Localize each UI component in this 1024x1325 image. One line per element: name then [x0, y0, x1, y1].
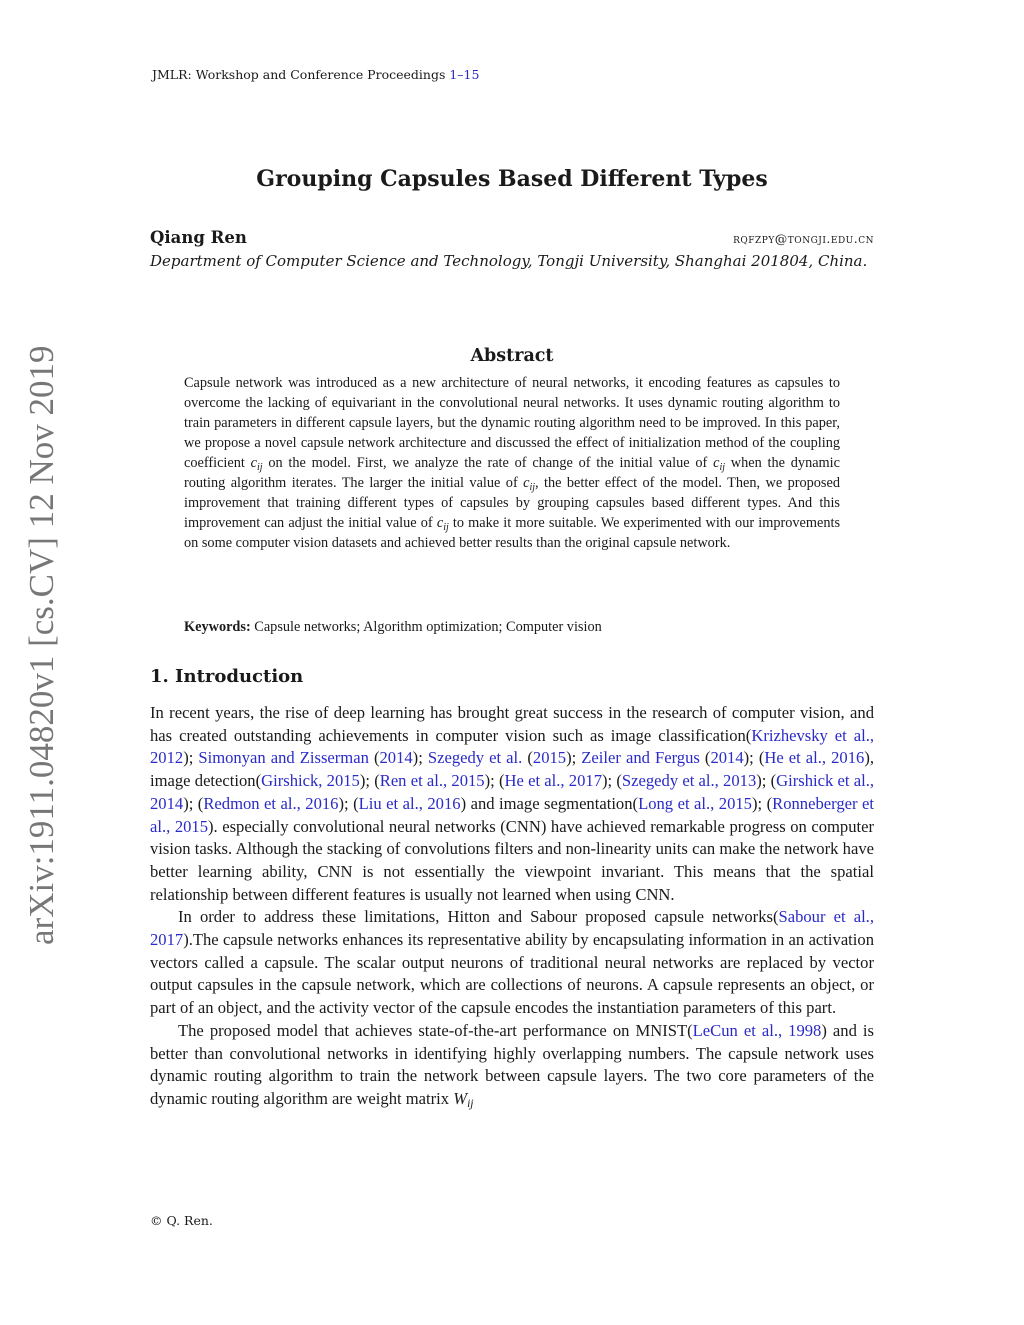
citation-link[interactable]: Sabour et al., 2017 [150, 907, 874, 950]
citation-link[interactable]: Krizhevsky et al., 2012 [150, 725, 875, 768]
citation-link[interactable]: Zeiler and Fergus [581, 748, 700, 768]
citation-link[interactable]: LeCun et al., 1998 [692, 1020, 822, 1040]
keywords-text: Capsule networks; Algorithm optimization; Computer vision [254, 619, 602, 635]
section-heading-introduction: 1. Introduction [150, 666, 304, 687]
paragraph: In recent years, the rise of deep learning has brought great success in the research of computer vision, and has created outstanding achievements in computer vision such as image classification(Krizhevsky et al., 2012); Simonyan and Zisserman (2014); Szegedy et al. (2015); Zeiler and Fergus (2014); (He et al., 2016), image detection(Girshick, 2015); (Ren et al., 2015); (He et al., 2017); (Szegedy et al., 2013); (Girshick et al., 2014); (Redmon et al., 2016); (Liu et al., 2016) and image segmentation(Long et al., 2015); (Ronneberger et al., 2015). especially convolutional neural networks (CNN) have achieved remarkable progress on computer vision tasks. Although the stacking of convolutions filters and non-linearity units can make the network have better learning ability, CNN is not essentially the viewpoint invariant. This means that the spatial relationship between different features is usually not learned when using CNN. [150, 703, 875, 904]
citation-link[interactable]: Szegedy et al. [427, 748, 523, 768]
math-c: $c_{ij}$ [250, 455, 263, 473]
citation-link[interactable]: Long et al., 2015 [638, 793, 752, 813]
citation-link[interactable]: 2014 [710, 748, 744, 768]
abstract-body [184, 373, 840, 553]
introduction-body [150, 702, 874, 1111]
citation-link[interactable]: Girshick, 2015 [261, 771, 360, 791]
citation-link[interactable]: Simonyan and Zisserman [198, 748, 369, 768]
citation-link[interactable]: Ronneberger et al., 2015 [150, 793, 874, 836]
paper-title: Grouping Capsules Based Different Types [256, 166, 768, 192]
citation-link[interactable]: Szegedy et al., 2013 [621, 771, 757, 791]
citation-link[interactable]: 2014 [379, 748, 413, 768]
abstract-text-3: when the dynamic routing algorithm iterates. The larger the initial value of [184, 455, 840, 491]
arxiv-sidebar [18, 345, 66, 945]
citation-link[interactable]: Girshick et al., 2014 [150, 771, 875, 813]
keywords [184, 617, 840, 637]
author-email: rqfzpy@tongji.edu.cn [733, 231, 874, 246]
page-range-link[interactable]: 1–15 [449, 67, 480, 82]
abstract-text-5: to make it more suitable. We experimented with our improvements on some computer vision datasets and achieved better results than the original capsule network. [184, 515, 841, 551]
abstract-text-4: , the better effect of the model. Then, we proposed improvement that training different types of capsules by grouping capsules based different types. And this improvement can adjust the initial value of [184, 475, 840, 531]
arxiv-identifier: arXiv:1911.04820v1 [cs.CV] 12 Nov 2019 [22, 345, 61, 945]
paragraph: The proposed model that achieves state-of-the-art performance on MNIST(LeCun et al., 1998) and is better than convolutional networks in identifying highly overlapping numbers. The capsule network uses dynamic routing algorithm to train the network between capsule layers. The two core parameters of the dynamic routing algorithm are weight matrix $W_{ij}$ [150, 1020, 874, 1110]
citation-link[interactable]: Liu et al., 2016 [358, 793, 461, 813]
citation-link[interactable]: He et al., 2017 [504, 771, 602, 791]
math-c: $c_{ij}$ [523, 475, 536, 493]
abstract-text-2: on the model. First, we analyze the rate of change of the initial value of [268, 455, 708, 471]
copyright-notice: © Q. Ren. [150, 1213, 213, 1228]
citation-link[interactable]: He et al., 2016 [764, 748, 865, 768]
author-name: Qiang Ren [150, 228, 247, 247]
math-c: $c_{ij}$ [436, 515, 449, 533]
paragraph: In order to address these limitations, Hitton and Sabour proposed capsule networks(Sabour et al., 2017).The capsule networks enhances its representative ability by encapsulating information in an activation vectors called a capsule. The scalar output neurons of traditional neural networks are replaced by vector output capsules in the capsule network, which are collections of neurons. A capsule represents an object, or part of an object, and the activity vector of the capsule encodes the instantiation parameters of this part. [150, 907, 874, 1018]
abstract-text-1: Capsule network was introduced as a new architecture of neural networks, it encoding features as capsules to overcome the lacking of equivariant in the convolutional neural networks. It uses dynamic routing algorithm to train parameters in different capsule layers, but the dynamic routing algorithm need to be improved. In this paper, we propose a novel capsule network architecture and discussed the effect of initialization method of the coupling coefficient [184, 375, 840, 471]
keywords-label: Keywords: [184, 619, 251, 635]
citation-link[interactable]: 2015 [532, 748, 567, 768]
venue-name: JMLR: Workshop and Conference Proceedings [152, 67, 446, 82]
math-c: $c_{ij}$ [713, 455, 725, 473]
author-affiliation: Department of Computer Science and Technology, Tongji University, Shanghai 201804, China. [150, 252, 868, 270]
math-w: $W_{ij}$ [453, 1088, 474, 1110]
running-header [152, 67, 479, 82]
abstract-heading: Abstract [470, 346, 554, 366]
citation-link[interactable]: Ren et al., 2015 [379, 771, 485, 791]
citation-link[interactable]: Redmon et al., 2016 [203, 793, 339, 813]
